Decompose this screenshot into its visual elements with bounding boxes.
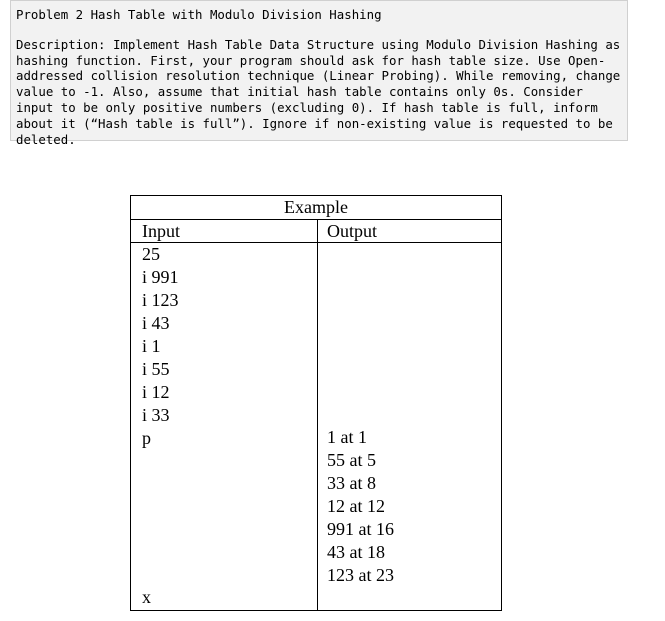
example-table [130, 195, 502, 611]
input-line: i 123 [142, 290, 179, 310]
input-line: i 43 [142, 313, 170, 333]
problem-title: Problem 2 Hash Table with Modulo Division Hashing [16, 7, 382, 22]
output-line: 55 at 5 [327, 450, 376, 470]
problem-statement-box [10, 0, 628, 147]
input-line: p [142, 428, 151, 448]
input-line: i 12 [142, 382, 170, 402]
input-line: i 991 [142, 267, 179, 287]
output-column-header: Output [327, 221, 378, 241]
output-line: 43 at 18 [327, 542, 385, 562]
output-line: 33 at 8 [327, 473, 376, 493]
column-divider [317, 219, 318, 610]
input-line: i 1 [142, 336, 161, 356]
input-line: i 55 [142, 359, 170, 379]
input-line: x [142, 587, 151, 607]
input-line: i 33 [142, 405, 170, 425]
input-line: 25 [142, 244, 160, 264]
example-caption: Example [131, 196, 501, 220]
input-column-header: Input [142, 221, 180, 241]
output-line: 991 at 16 [327, 519, 394, 539]
output-line: 12 at 12 [327, 496, 385, 516]
problem-description: Description: Implement Hash Table Data Structure using Modulo Division Hashing as hashing function. First, your program should ask for hash table size. Use Open-addressed collision resolution technique (Linear Probing). While removing, change value to -1. Also, assume that initial hash table contains only 0s. Consider input to be only positive numbers (excluding 0). If hash table is full, inform about it (“Hash table is full”). Ignore if non-existing value is requested to be deleted. [16, 36, 621, 147]
output-line: 1 at 1 [327, 427, 367, 447]
output-line: 123 at 23 [327, 565, 394, 585]
header-rule [131, 242, 501, 243]
